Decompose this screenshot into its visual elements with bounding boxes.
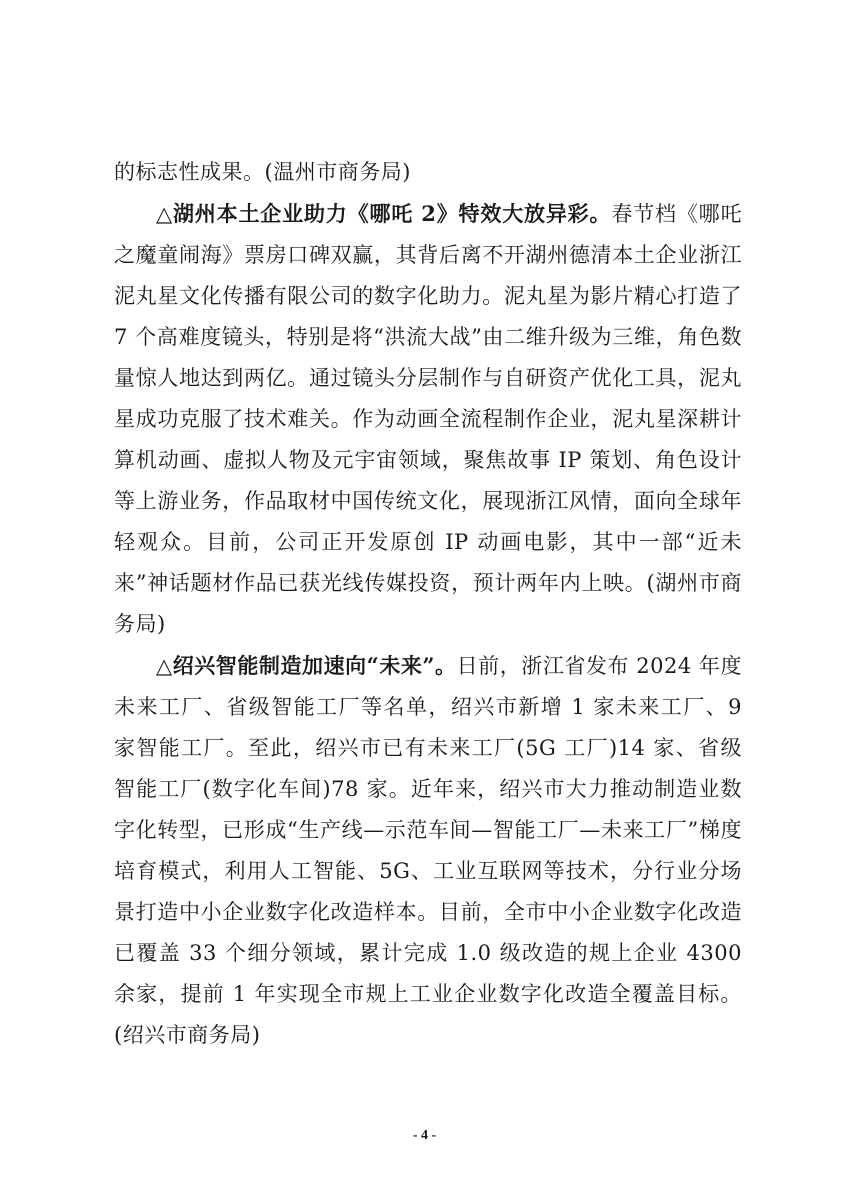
document-body [114, 152, 742, 1056]
paragraph-text: 的标志性成果。(温州市商务局) [114, 160, 411, 184]
paragraph-text: 春节档《哪吒之魔童闹海》票房口碑双赢，其背后离不开湖州德清本土企业浙江泥丸星文化传播有限公司的数字化助力。泥丸星为影片精心打造了 7 个高难度镜头，特别是将“洪流大战”由二维升级为三维，角色数量惊人地达到两亿。通过镜头分层制作与自研资产优化工具，泥丸星成功克服了技术难关。作为动画全流程制作企业，泥丸星深耕计算机动画、虚拟人物及元宇宙领域，聚焦故事 IP 策划、角色设计等上游业务，作品取材中国传统文化，展现浙江风情，面向全球年轻观众。目前，公司正开发原创 IP 动画电影，其中一部“近未来”神话题材作品已获光线传媒投资，预计两年内上映。(湖州市商务局) [114, 202, 742, 636]
paragraph-heading: △湖州本土企业助力《哪吒 2》特效大放异彩。 [156, 201, 612, 226]
paragraph-shaoxing [114, 645, 742, 1056]
paragraph-heading: △绍兴智能制造加速向“未来”。 [156, 653, 457, 678]
page-number: - 4 - [412, 1128, 437, 1143]
paragraph-text: 日前，浙江省发布 2024 年度未来工厂、省级智能工厂等名单，绍兴市新增 1 家未来工厂、9 家智能工厂。至此，绍兴市已有未来工厂(5G 工厂)14 家、省级智能工厂(数字化车间)78 家。近年来，绍兴市大力推动制造业数字化转型，已形成“生产线—示范车间—智能工厂—未来工厂”梯度培育模式，利用人工智能、5G、工业互联网等技术，分行业分场景打造中小企业数字化改造样本。目前，全市中小企业数字化改造已覆盖 33 个细分领域，累计完成 1.0 级改造的规上企业 4300 余家，提前 1 年实现全市规上工业企业数字化改造全覆盖目标。(绍兴市商务局) [114, 654, 742, 1047]
paragraph-continuation [114, 152, 742, 193]
paragraph-huzhou [114, 193, 742, 645]
